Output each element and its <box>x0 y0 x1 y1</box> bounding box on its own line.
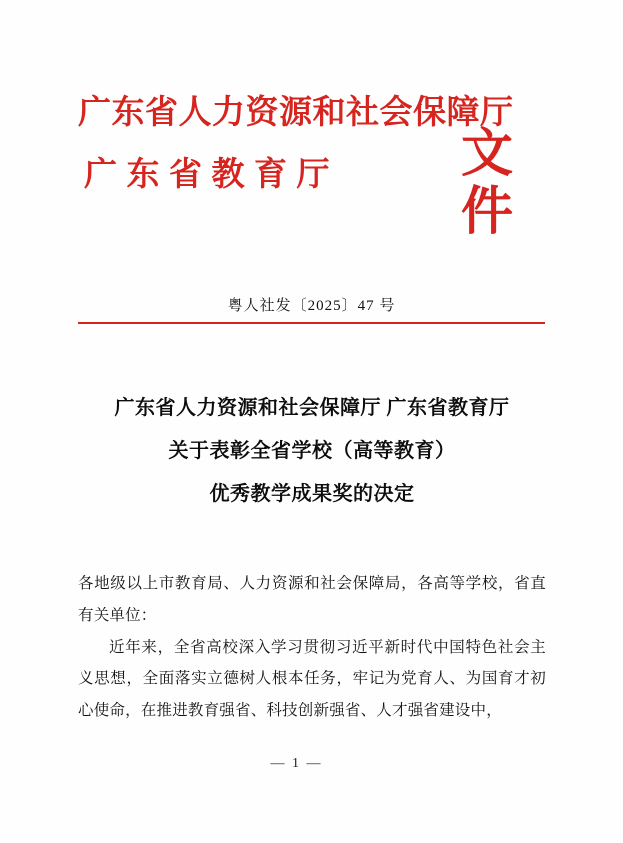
title-line-2: 关于表彰全省学校（高等教育） <box>168 440 456 462</box>
letterhead <box>0 96 623 256</box>
document-body <box>78 568 546 727</box>
red-separator-rule <box>78 322 545 324</box>
issuer-name-line-2: 广东省教育厅 <box>84 156 339 193</box>
wenjian-char-1: 文 <box>460 126 513 183</box>
title-line-3: 优秀教学成果奖的决定 <box>209 483 415 505</box>
wenjian-label <box>452 126 522 242</box>
document-number: 粤人社发〔2025〕47 号 <box>227 298 396 314</box>
document-title <box>62 398 562 504</box>
wenjian-char-2: 件 <box>460 184 513 242</box>
body-paragraph-salutation: 各地级以上市教育局、人力资源和社会保障局，各高等学校，省直有关单位： <box>78 575 546 624</box>
title-line-1: 广东省人力资源和社会保障厅 广东省教育厅 <box>114 397 510 419</box>
body-paragraph-1: 近年来，全省高校深入学习贯彻习近平新时代中国特色社会主义思想，全面落实立德树人根本任务，牢记为党育人、为国育才初心使命，在推进教育强省、科技创新强省、人才强省建设中， <box>78 638 546 720</box>
issuer-name-line-1: 广东省人力资源和社会保障厅 <box>78 95 514 131</box>
issuer-names <box>78 95 514 193</box>
page-number: — 1 — <box>270 756 323 771</box>
